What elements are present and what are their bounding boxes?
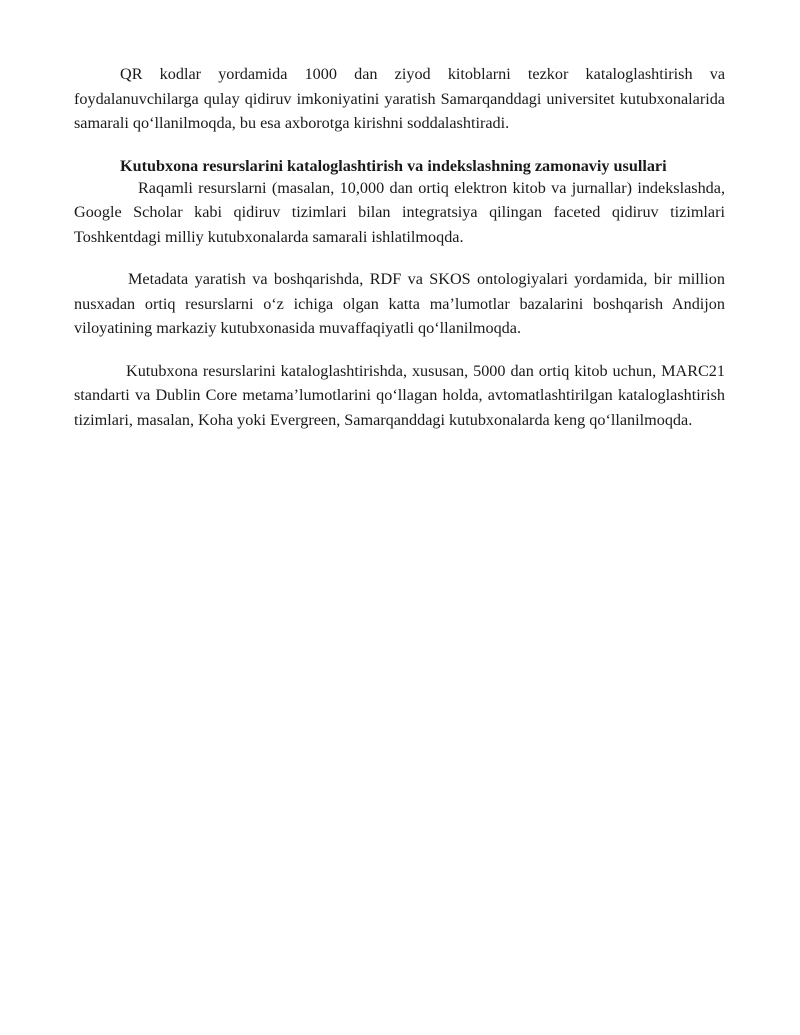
section-heading: Kutubxona resurslarini kataloglashtirish va indekslashning zamonaviy usullari bbox=[120, 156, 667, 175]
paragraph-metadata: Metadata yaratish va boshqarishda, RDF va SKOS ontologiyalari yordamida, bir million nusxadan ortiq resurslarni o‘z ichiga olgan katta ma’lumotlar bazalarini boshqarish Andijon viloyatining markaziy kutubxonasida muvaffaqiyatli qo‘llanilmoqda. bbox=[74, 270, 725, 337]
paragraph-qr-codes: QR kodlar yordamida 1000 dan ziyod kitoblarni tezkor kataloglashtirish va foydalanuvchilarga qulay qidiruv imkoniyatini yaratish Samarqanddagi universitet kutubxonalarida samarali qo‘llanilmoqda, bu esa axborotga kirishni soddalashtiradi. bbox=[74, 65, 725, 132]
paragraph-cataloging-systems: Kutubxona resurslarini kataloglashtirishda, xususan, 5000 dan ortiq kitob uchun, MARC21 standarti va Dublin Core metama’lumotlarini qo‘llagan holda, avtomatlashtirilgan kataloglashtirish tizimlari, masalan, Koha yoki Evergreen, Samarqanddagi kutubxonalarda keng qo‘llanilmoqda. bbox=[74, 361, 725, 429]
paragraph-digital-indexing: Raqamli resurslarni (masalan, 10,000 dan ortiq elektron kitob va jurnallar) indekslashda, Google Scholar kabi qidiruv tizimlari bilan integratsiya qilingan faceted qidiruv tizimlari Toshkentdagi milliy kutubxonalarda samarali ishlatilmoqda. bbox=[74, 178, 725, 246]
document-page bbox=[74, 62, 725, 432]
